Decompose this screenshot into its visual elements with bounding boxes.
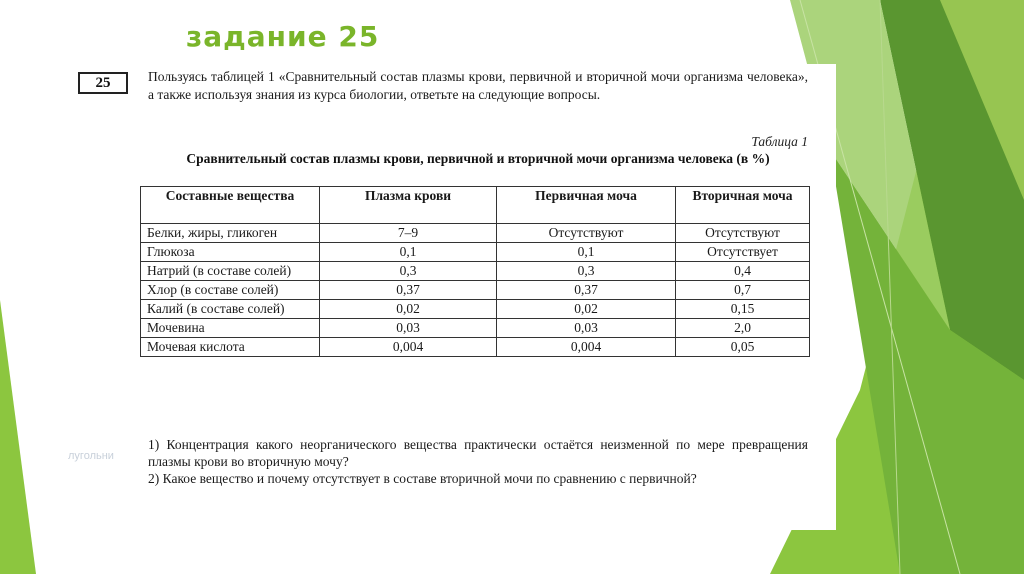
column-header: Вторичная моча <box>676 187 810 224</box>
value-cell: 0,02 <box>320 300 497 319</box>
value-cell: 0,03 <box>320 319 497 338</box>
column-header: Плазма крови <box>320 187 497 224</box>
value-cell: 0,3 <box>497 262 676 281</box>
value-cell: Отсутствуют <box>676 224 810 243</box>
task-number-box: 25 <box>78 72 128 94</box>
table-label: Таблица 1 <box>751 134 808 149</box>
value-cell: Отсутствует <box>676 243 810 262</box>
table-header-row <box>141 187 810 224</box>
substance-cell: Калий (в составе солей) <box>141 300 320 319</box>
question-1: 1) Концентрация какого неорганического вещества практически остаётся неизменной по мере превращения плазмы крови во вторичную мочу? <box>148 437 808 469</box>
value-cell: 0,7 <box>676 281 810 300</box>
substance-cell: Белки, жиры, гликоген <box>141 224 320 243</box>
faint-stamp-text: лугольни <box>68 450 114 462</box>
table-row <box>141 319 810 338</box>
question-2: 2) Какое вещество и почему отсутствует в составе вторичной мочи по сравнению с первичной? <box>148 471 697 486</box>
column-header: Первичная моча <box>497 187 676 224</box>
substance-cell: Мочевая кислота <box>141 338 320 357</box>
column-header: Составные вещества <box>141 187 320 224</box>
composition-table <box>140 186 810 357</box>
value-cell: 0,03 <box>497 319 676 338</box>
value-cell: 0,3 <box>320 262 497 281</box>
table-row <box>141 300 810 319</box>
table-row <box>141 224 810 243</box>
task-intro: Пользуясь таблицей 1 «Сравнительный состав плазмы крови, первичной и вторичной мочи организма человека», а также используя знания из курса биологии, ответьте на следующие вопросы. <box>148 69 808 102</box>
table-row <box>141 338 810 357</box>
substance-cell: Глюкоза <box>141 243 320 262</box>
table-row <box>141 281 810 300</box>
value-cell: 0,02 <box>497 300 676 319</box>
value-cell: 2,0 <box>676 319 810 338</box>
slide-title: задание 25 <box>186 20 380 53</box>
substance-cell: Натрий (в составе солей) <box>141 262 320 281</box>
value-cell: 0,004 <box>497 338 676 357</box>
value-cell: Отсутствуют <box>497 224 676 243</box>
value-cell: 0,004 <box>320 338 497 357</box>
substance-cell: Хлор (в составе солей) <box>141 281 320 300</box>
table-row <box>141 262 810 281</box>
value-cell: 0,4 <box>676 262 810 281</box>
value-cell: 7–9 <box>320 224 497 243</box>
substance-cell: Мочевина <box>141 319 320 338</box>
value-cell: 0,1 <box>497 243 676 262</box>
value-cell: 0,05 <box>676 338 810 357</box>
table-row <box>141 243 810 262</box>
task-questions <box>148 436 808 487</box>
value-cell: 0,37 <box>497 281 676 300</box>
left-green-wedge <box>0 300 36 574</box>
task-scan <box>68 64 836 530</box>
value-cell: 0,37 <box>320 281 497 300</box>
value-cell: 0,15 <box>676 300 810 319</box>
value-cell: 0,1 <box>320 243 497 262</box>
table-caption: Сравнительный состав плазмы крови, первичной и вторичной мочи организма человека (в %) <box>186 151 770 166</box>
